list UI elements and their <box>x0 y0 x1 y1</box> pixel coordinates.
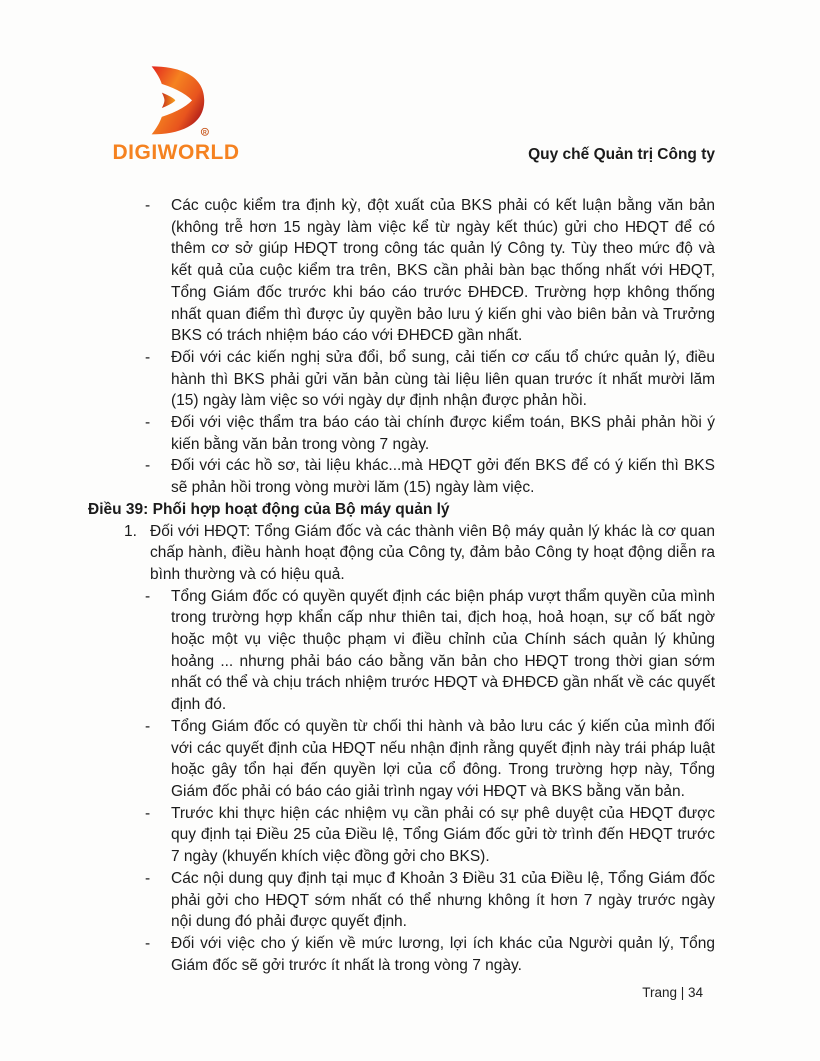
document-body <box>88 195 715 976</box>
bullet-text: Đối với các kiến nghị sửa đổi, bổ sung, cải tiến cơ cấu tổ chức quản lý, điều hành thì BKS phải gửi văn bản cùng tài liệu liên quan trước ít nhất mười lăm (15) ngày làm việc so với ngày dự định nhận được phản hồi. <box>171 348 715 410</box>
digiworld-logo-text: DIGIWORLD <box>112 141 240 164</box>
bullet-text: Các nội dung quy định tại mục đ Khoản 3 Điều 31 của Điều lệ, Tổng Giám đốc phải gởi cho HĐQT sớm nhất có thể nhưng không ít hơn 7 ngày trước ngày nội dung đó phải được quyết định. <box>171 869 715 931</box>
list-item <box>88 933 715 976</box>
section-heading: Điều 39: Phối hợp hoạt động của Bộ máy quản lý <box>88 500 450 518</box>
bullet-dash: - <box>145 348 151 366</box>
bullet-text: Các cuộc kiểm tra định kỳ, đột xuất của BKS phải có kết luận bằng văn bản (không trễ hơn 15 ngày làm việc kể từ ngày kết thúc) gửi cho HĐQT để có thêm cơ sở giúp HĐQT trong công tác quản lý Công ty. Tùy theo mức độ và kết quả của cuộc kiểm tra trên, BKS cần phải bàn bạc thống nhất với HĐQT, Tổng Giám đốc trước khi báo cáo trước ĐHĐCĐ. Trường hợp không thống nhất quan điểm thì được ủy quyền bảo lưu ý kiến ghi vào biên bản và Trưởng BKS có trách nhiệm báo cáo với ĐHĐCĐ gần nhất. <box>171 197 715 345</box>
list-item <box>88 586 715 716</box>
intro-bullet-list <box>88 195 715 499</box>
list-item <box>88 803 715 868</box>
item-text: Đối với HĐQT: Tổng Giám đốc và các thành viên Bộ máy quản lý khác là cơ quan chấp hành, điều hành hoạt động của Công ty, đảm bảo Công ty hoạt động diễn ra bình thường và có hiệu quả. <box>150 522 715 583</box>
list-item <box>88 455 715 498</box>
bullet-text: Tổng Giám đốc có quyền quyết định các biện pháp vượt thẩm quyền của mình trong trường hợp khẩn cấp như thiên tai, địch hoạ, hoả hoạn, sự cố bất ngờ hoặc một vụ việc thuộc phạm vi điều chỉnh của Chính sách quản lý khủng hoảng ... nhưng phải báo cáo bằng văn bản cho HĐQT trong thời gian sớm nhất có thể và chịu trách nhiệm trước HĐQT và ĐHĐCĐ gần nhất về các quyết định đó. <box>171 587 715 714</box>
list-item <box>88 868 715 933</box>
sub-bullet-list <box>88 586 715 977</box>
item-number: 1. <box>124 522 137 540</box>
list-item <box>88 195 715 347</box>
list-item <box>88 347 715 412</box>
svg-text:R: R <box>203 129 207 136</box>
bullet-dash: - <box>145 934 151 952</box>
bullet-text: Đối với việc cho ý kiến về mức lương, lợi ích khác của Người quản lý, Tổng Giám đốc sẽ gởi trước ít nhất là trong vòng 7 ngày. <box>171 934 715 974</box>
list-item <box>88 412 715 455</box>
page-number: Trang | 34 <box>642 985 703 1000</box>
bullet-text: Trước khi thực hiện các nhiệm vụ cần phải có sự phê duyệt của HĐQT được quy định tại Điều 25 của Điều lệ, Tổng Giám đốc gửi tờ trình đến HĐQT trước 7 ngày (khuyến khích việc đồng gởi cho BKS). <box>171 804 715 866</box>
bullet-text: Đối với các hồ sơ, tài liệu khác...mà HĐQT gởi đến BKS để có ý kiến thì BKS sẽ phản hồi trong vòng mười lăm (15) ngày làm việc. <box>171 457 715 497</box>
bullet-dash: - <box>145 414 151 432</box>
bullet-text: Tổng Giám đốc có quyền từ chối thi hành và bảo lưu các ý kiến của mình đối với các quyết định của HĐQT nếu nhận định rằng quyết định này trái pháp luật hoặc gây tổn hại đến quyền lợi của cổ đông. Trong trường hợp này, Tổng Giám đốc phải có báo cáo giải trình ngay với HĐQT và BKS bằng văn bản. <box>171 717 715 800</box>
bullet-text: Đối với việc thẩm tra báo cáo tài chính được kiểm toán, BKS phải phản hồi ý kiến bằng văn bản trong vòng 7 ngày. <box>171 414 715 453</box>
bullet-dash: - <box>145 804 151 822</box>
numbered-item <box>88 521 715 586</box>
list-item <box>88 716 715 803</box>
bullet-dash: - <box>145 197 151 214</box>
bullet-dash: - <box>145 457 151 475</box>
document-header-title: Quy chế Quản trị Công ty <box>528 146 715 163</box>
bullet-dash: - <box>145 587 151 605</box>
bullet-dash: - <box>145 869 151 887</box>
digiworld-logo-d-icon <box>142 62 210 140</box>
registered-trademark-icon <box>201 128 208 136</box>
bullet-dash: - <box>145 717 151 735</box>
